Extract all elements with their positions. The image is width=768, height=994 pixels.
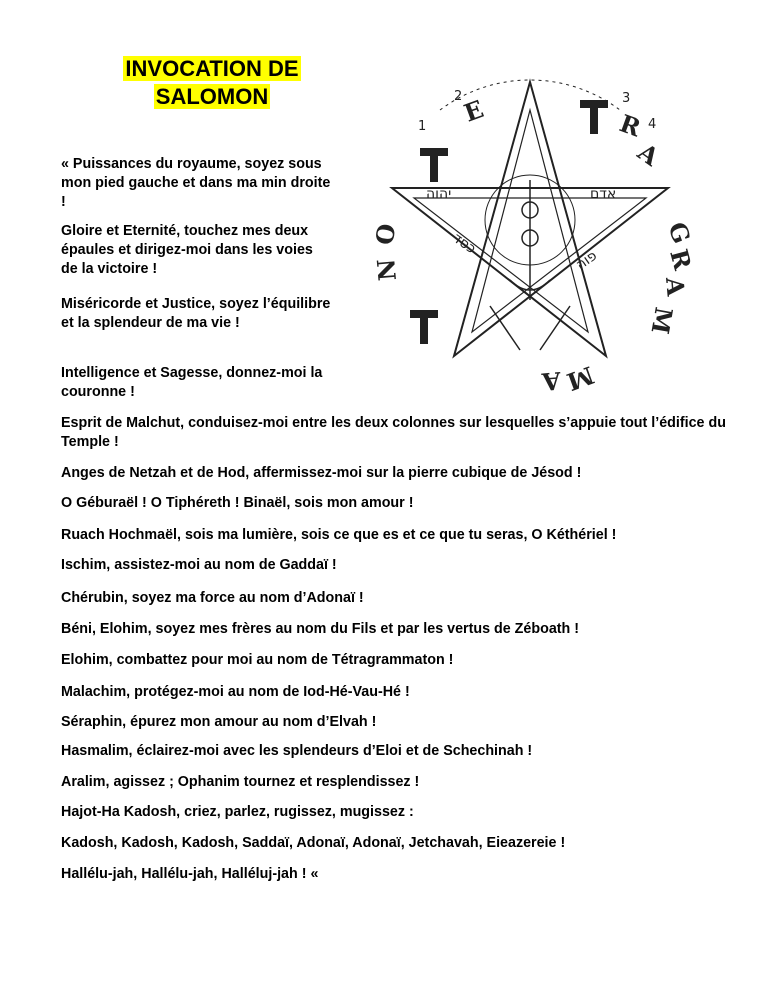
invocation-line-5: Esprit de Malchut, conduisez-moi entre les deux colonnes sur lesquelles s’appuie tout l’édifice du Temple !	[61, 415, 726, 450]
pentagram-icon	[369, 70, 698, 397]
invocation-line-13: Malachim, protégez-moi au nom de Iod-Hé-Vau-Hé !	[61, 684, 410, 700]
page-title	[104, 55, 320, 111]
ring-letter-a: A	[632, 137, 665, 172]
hebrew-word-1: יהוה	[426, 186, 452, 202]
emblem-number-1: 1	[418, 119, 427, 134]
invocation-line-2: Gloire et Eternité, touchez mes deux épaules et dirigez-moi dans les voies de la victoire !	[61, 223, 313, 277]
invocation-line-16: Aralim, agissez ; Ophanim tournez et resplendissez !	[61, 774, 420, 790]
ring-letter-a-2: A	[660, 275, 691, 298]
title-line-1: INVOCATION DE	[125, 56, 299, 81]
ring-letter-m: M	[645, 304, 679, 337]
hebrew-word-4: פוה	[573, 247, 601, 274]
invocation-line-9: Ischim, assistez-moi au nom de Gaddaï !	[61, 557, 337, 573]
invocation-line-1: « Puissances du royaume, soyez sous mon pied gauche et dans ma min droite !	[61, 156, 331, 210]
ring-letter-m-2: M	[562, 360, 598, 397]
ring-letter-g: G	[662, 218, 697, 248]
emblem-number-2: 2	[454, 89, 463, 104]
invocation-line-18: Kadosh, Kadosh, Kadosh, Saddaï, Adonaï, Adonaï, Jetchavah, Eieazereie !	[61, 835, 566, 851]
ring-letter-e: E	[460, 94, 488, 128]
ring-letter-a-3: A	[540, 366, 563, 397]
ring-letter-n: N	[371, 257, 402, 283]
invocation-line-10: Chérubin, soyez ma force au nom d’Adonaï !	[61, 590, 364, 606]
hebrew-word-3: כסד	[449, 230, 479, 258]
invocation-line-3: Miséricorde et Justice, soyez l’équilibre et la splendeur de ma vie !	[61, 296, 331, 331]
emblem-number-3: 3	[622, 91, 631, 106]
invocation-line-17: Hajot-Ha Kadosh, criez, parlez, rugissez, mugissez :	[61, 804, 414, 820]
invocation-line-7: O Géburaël ! O Tiphéreth ! Binaël, sois mon amour !	[61, 495, 414, 511]
invocation-line-15: Hasmalim, éclairez-moi avec les splendeurs d’Eloi et de Schechinah !	[61, 743, 533, 759]
ring-letter-r: R	[615, 108, 645, 143]
ring-letter-r-2: R	[664, 246, 698, 273]
ring-letter-o: O	[369, 221, 402, 248]
invocation-line-6: Anges de Netzah et de Hod, affermissez-moi sur la pierre cubique de Jésod !	[61, 465, 582, 481]
invocation-line-14: Séraphin, épurez mon amour au nom d’Elvah !	[61, 714, 377, 730]
invocation-line-11: Béni, Elohim, soyez mes frères au nom du Fils et par les vertus de Zéboath !	[61, 621, 580, 637]
invocation-line-4: Intelligence et Sagesse, donnez-moi la couronne !	[61, 365, 323, 400]
invocation-line-12: Elohim, combattez pour moi au nom de Tétragrammaton !	[61, 652, 454, 668]
title-line-2: SALOMON	[155, 84, 269, 109]
invocation-line-19: Hallélu-jah, Hallélu-jah, Halléluj-jah ! «	[61, 866, 319, 882]
invocation-line-8: Ruach Hochmaël, sois ma lumière, sois ce que es et ce que tu seras, O Kéthériel !	[61, 527, 617, 543]
hebrew-word-2: אדם	[590, 186, 617, 202]
emblem-number-4: 4	[648, 117, 657, 132]
